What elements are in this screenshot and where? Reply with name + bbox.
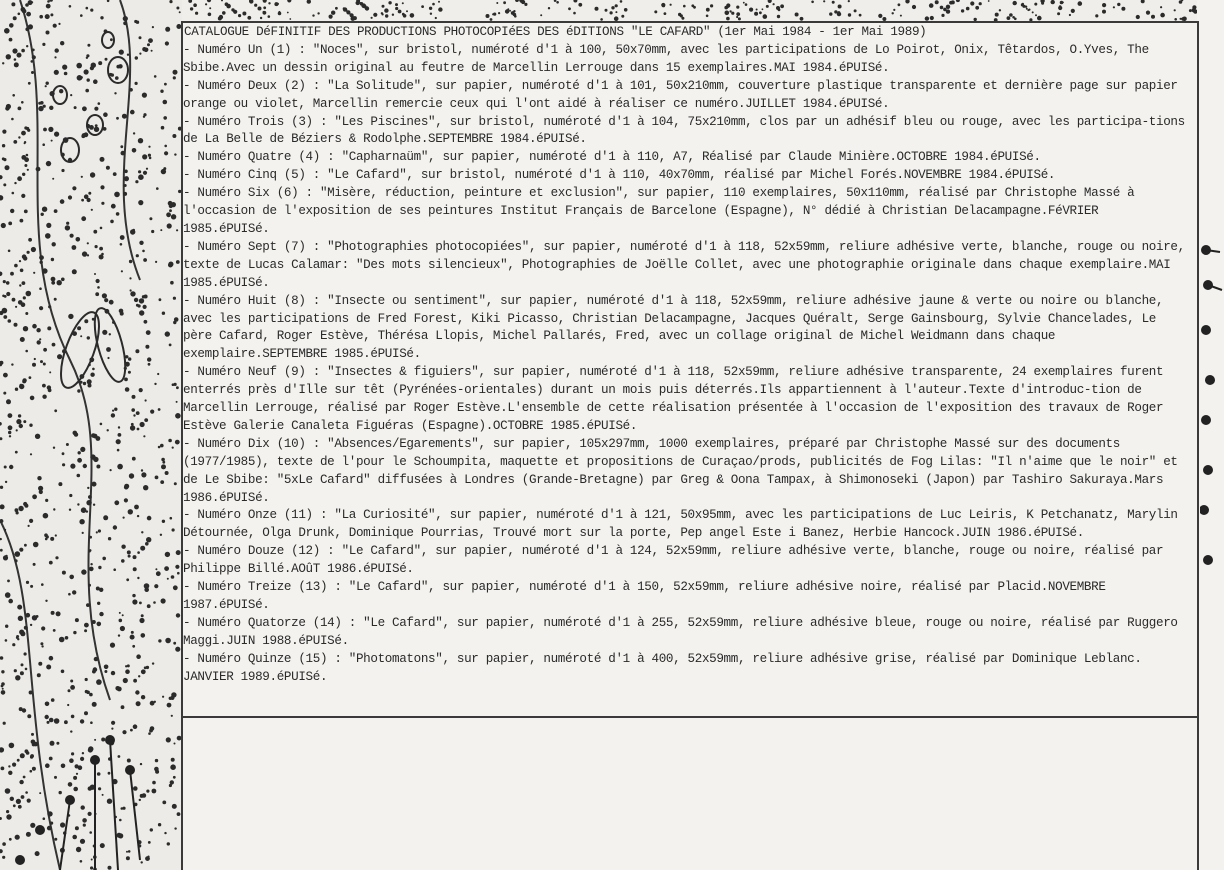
catalogue-entry-7: - Numéro Sept (7) : "Photographies photocopiées", sur papier, numéroté d'1 à 118, 52x59mm, reliure adhésive verte, blanche, rouge ou noire, texte de Lucas Calamar: "Des mots silencieux", Photographies de Joëlle Collet, avec une photographie originale dans chaque exemplaire.MAI 1985.éPUISé.: [183, 239, 1185, 290]
catalogue-entry-10: - Numéro Dix (10) : "Absences/Egarements", sur papier, 105x297mm, 1000 exemplaires, préparé par Christophe Massé sur des documents (1977/1985), texte de l'pour le Schoumpita, maquette et propositions de Curaçao/prods, publicités de Fog Lilas: "Il n'aime que le noir" et de Le Sbibe: "5xLe Cafard" diffusées à Londres (Grande-Bretagne) par Greg & Oona Tampax, à Shimonoseki (Japon) par Tashiro Sakuraya.Mars 1986.éPUISé.: [183, 436, 1178, 505]
catalogue-entry-2: - Numéro Deux (2) : "La Solitude", sur papier, numéroté d'1 à 101, 50x210mm, couverture plastique transparente et dernière page sur papier orange ou violet, Marcellin remercie ceux qui l'ont aidé à réaliser ce numéro.JUILLET 1984.éPUISé.: [183, 78, 1178, 111]
catalogue-entry-3: - Numéro Trois (3) : "Les Piscines", sur bristol, numéroté d'1 à 104, 75x210mm, clos par un adhésif bleu ou rouge, avec les participa-tions de La Belle de Béziers & Rodolphe.SEPTEMBRE 1984.éPUISé.: [183, 114, 1185, 147]
catalogue-entry-11: - Numéro Onze (11) : "La Curiosité", sur papier, numéroté d'1 à 121, 50x95mm, avec les participations de Luc Leiris, K Petchanatz, Marylin Détournée, Olga Drunk, Dominique Pourrias, Trouvé mort sur la porte, Pep angel Este i Banez, Herbie Hancock.JUIN 1986.éPUISé.: [183, 508, 1178, 541]
catalogue-entry-15: - Numéro Quinze (15) : "Photomatons", sur papier, numéroté d'1 à 400, 52x59mm, reliure adhésive grise, réalisé par Dominique Leblanc. JANVIER 1989.éPUISé.: [183, 651, 1142, 684]
catalogue-entry-6: - Numéro Six (6) : "Misère, réduction, peinture et exclusion", sur papier, 110 exemplaires, 50x110mm, réalisé par Christophe Massé à l'occasion de l'exposition de ses peintures Institut Français de Barcelone (Espagne), N° dédié à Christian Delacampagne.FéVRIER 1985.éPUISé.: [183, 186, 1135, 236]
catalogue-entry-1: - Numéro Un (1) : "Noces", sur bristol, numéroté d'1 à 100, 50x70mm, avec les participations de Lo Poirot, Onix, Têtardos, O.Yves, The Sbibe.Avec un dessin original au feutre de Marcellin Lerrouge dans 15 exemplaires.MAI 1984.éPUISé.: [183, 42, 1149, 75]
catalogue-title: CATALOGUE DéFINITIF DES PRODUCTIONS PHOTOCOPIéES DES éDITIONS "LE CAFARD" (1er Mai 1984 - 1er Mai 1989): [184, 25, 927, 39]
catalogue-entry-5: - Numéro Cinq (5) : "Le Cafard", sur bristol, numéroté d'1 à 110, 40x70mm, réalisé par Michel Forés.NOVEMBRE 1984.éPUISé.: [183, 168, 1056, 183]
catalogue-entry-8: - Numéro Huit (8) : "Insecte ou sentiment", sur papier, numéroté d'1 à 118, 52x59mm, reliure adhésive jaune & verte ou noire ou blanche, avec les participations de Fred Forest, Kiki Picasso, Christian Delacampagne, Jacques Quéralt, Serge Gainsbourg, Sylvie Chancelades, Le père Cafard, Roger Estève, Thérésa Llopis, Michel Pallarés, Fred, avec un collage original de Michel Weidmann dans chaque exemplaire.SEPTEMBRE 1985.éPUISé.: [183, 293, 1164, 362]
dotted-illustration-left: [0, 0, 182, 870]
catalogue-entry-14: - Numéro Quatorze (14) : "Le Cafard", sur papier, numéroté d'1 à 255, 52x59mm, reliure adhésive bleue, rouge ou noire, réalisé par Ruggero Maggi.JUIN 1988.éPUISé.: [183, 615, 1178, 648]
frame-line-right: [1197, 21, 1199, 870]
catalogue-entry-13: - Numéro Treize (13) : "Le Cafard", sur papier, numéroté d'1 à 150, 52x59mm, reliure adhésive noire, réalisé par Placid.NOVEMBRE 1987.éPUISé.: [183, 580, 1106, 612]
catalogue-entry-9: - Numéro Neuf (9) : "Insectes & figuiers", sur papier, numéroté d'1 à 118, 52x59mm, reliure adhésive transparente, 24 exemplaires furent enterrés près d'Ille sur têt (Pyrénées-orientales) durant un mois puis déterrés.Ils appartiennent à l'auteur.Texte d'introduc-tion de Marcellin Lerrouge, réalisé par Roger Estève.L'ensemble de cette réalisation présentée à l'occasion de l'exposition des travaux de Roger Estève Galerie Canaleta Figuéras (Espagne).OCTOBRE 1985.éPUISé.: [183, 365, 1164, 433]
frame-line-bottom: [182, 716, 1198, 718]
dotted-illustration-top: [182, 0, 1197, 22]
catalogue-text-block: [183, 24, 1191, 687]
dotted-illustration-right: [1200, 0, 1224, 870]
catalogue-entry-12: - Numéro Douze (12) : "Le Cafard", sur papier, numéroté d'1 à 124, 52x59mm, reliure adhésive verte, blanche, rouge ou noire, réalisé par Philippe Billé.AOûT 1986.éPUISé.: [183, 544, 1164, 577]
frame-line-top: [182, 21, 1198, 23]
catalogue-entry-4: - Numéro Quatre (4) : "Capharnaüm", sur papier, numéroté d'1 à 110, A7, Réalisé par Claude Minière.OCTOBRE 1984.éPUISé.: [183, 150, 1041, 165]
